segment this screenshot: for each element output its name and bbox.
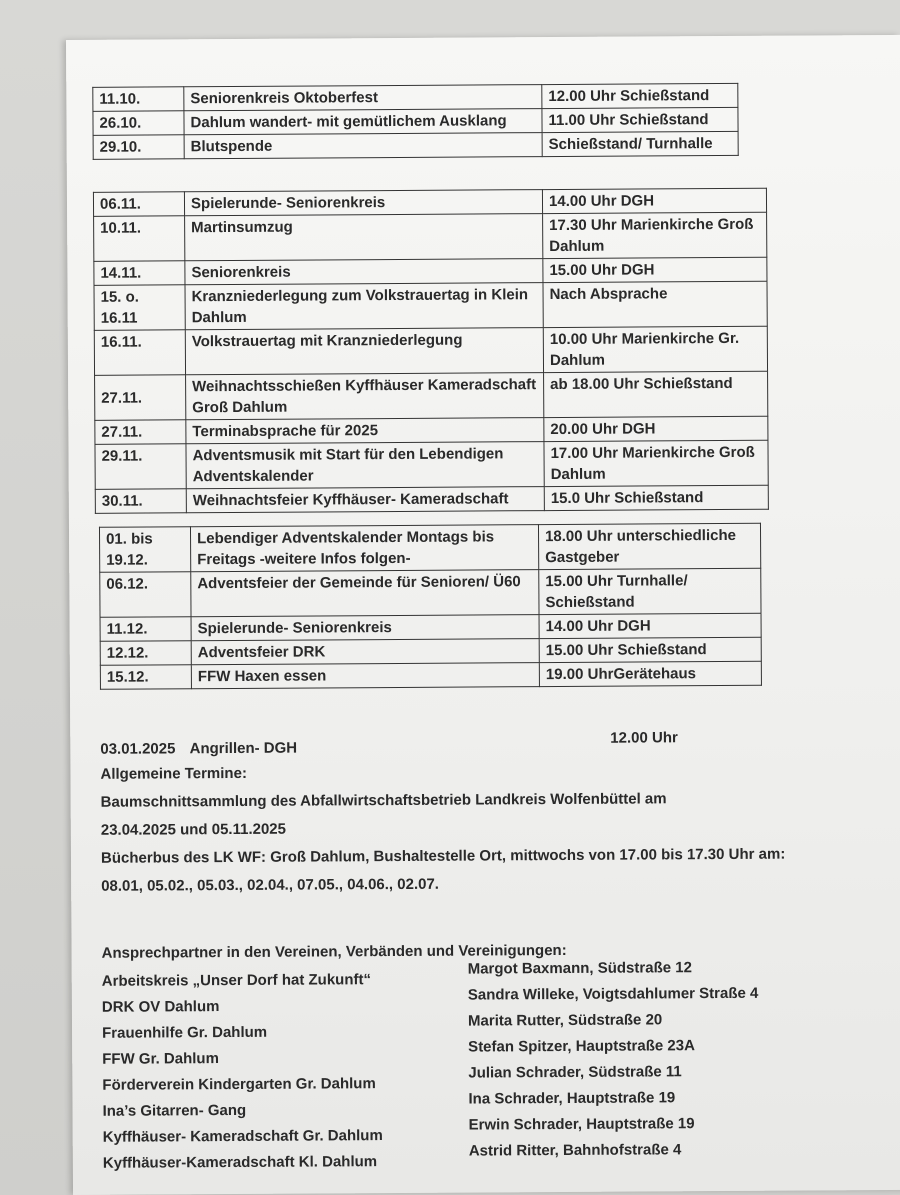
event-title: Spielerunde- Seniorenkreis <box>184 190 542 216</box>
event-time-place: Schießstand/ Turnhalle <box>542 131 738 156</box>
event-title: Dahlum wandert- mit gemütlichem Ausklang <box>184 109 542 135</box>
general-line: 23.04.2025 und 05.11.2025 <box>100 820 287 839</box>
contacts-heading: Ansprechpartner in den Vereinen, Verbänden und Vereinigungen: <box>101 941 567 962</box>
organization: Förderverein Kindergarten Gr. Dahlum <box>102 1075 376 1094</box>
table-row <box>95 371 768 420</box>
table-row <box>94 212 767 261</box>
organization: Arbeitskreis „Unser Dorf hat Zukunft“ <box>101 971 372 990</box>
event-title: Spielerunde- Seniorenkreis <box>191 615 539 641</box>
event-title: FFW Haxen essen <box>191 663 539 689</box>
event-time-place: 15.0 Uhr Schießstand <box>544 485 768 510</box>
october-events-table <box>92 83 738 160</box>
event-date: 29.11. <box>95 444 186 490</box>
organization: FFW Gr. Dahlum <box>102 1050 219 1068</box>
event-date: 15. o. 16.11 <box>94 285 185 331</box>
event-title: Adventsfeier der Gemeinde für Senioren/ Ü60 <box>191 570 539 617</box>
event-date: 11.12. <box>100 617 191 642</box>
contact-person: Ina Schrader, Hauptstraße 19 <box>468 1089 676 1108</box>
event-date: 27.11. <box>95 420 186 445</box>
general-dates-heading: Allgemeine Termine: <box>100 764 247 783</box>
event-time-place: Nach Absprache <box>543 281 767 327</box>
event-title: Volkstrauertag mit Kranzniederlegung <box>185 328 543 375</box>
event-date: 27.11. <box>95 375 186 421</box>
event-date: 29.10. <box>93 135 184 160</box>
contact-person: Erwin Schrader, Hauptstraße 19 <box>468 1115 695 1134</box>
event-date: 15.12. <box>100 665 191 690</box>
december-events-table <box>99 523 762 690</box>
event-title: Seniorenkreis Oktoberfest <box>184 85 542 111</box>
event-time-place: 17.30 Uhr Marienkirche Groß Dahlum <box>543 212 767 258</box>
event-date: 10.11. <box>94 216 185 262</box>
event-time-place: 15.00 Uhr DGH <box>543 257 767 282</box>
organization: DRK OV Dahlum <box>101 998 220 1016</box>
contact-person: Astrid Ritter, Bahnhofstraße 4 <box>468 1141 682 1160</box>
organization: Kyffhäuser- Kameradschaft Gr. Dahlum <box>102 1127 383 1146</box>
event-title: Weihnachtsschießen Kyffhäuser Kameradschaft Groß Dahlum <box>186 373 544 420</box>
event-title: Weihnachtsfeier Kyffhäuser- Kameradschaft <box>186 487 544 513</box>
event-time-place: 11.00 Uhr Schießstand <box>542 107 738 132</box>
event-title: Blutspende <box>184 133 542 159</box>
event-title: Kranzniederlegung zum Volkstrauertag in Klein Dahlum <box>185 283 543 330</box>
document-page <box>66 35 900 1195</box>
event-title: Martinsumzug <box>185 214 543 261</box>
event-title: Lebendiger Adventskalender Montags bis Freitags -weitere Infos folgen- <box>190 525 538 572</box>
table-row <box>95 485 768 513</box>
event-time-place: 10.00 Uhr Marienkirche Gr. Dahlum <box>543 326 767 372</box>
event-title: Angrillen- DGH <box>189 739 298 758</box>
table-row <box>95 440 768 489</box>
event-date: 06.11. <box>93 192 184 217</box>
table-row <box>100 568 761 617</box>
general-line: 08.01, 05.02., 05.03., 02.04., 07.05., 04.06., 02.07. <box>101 875 439 895</box>
event-time-place: 20.00 Uhr DGH <box>544 416 768 441</box>
table-row <box>99 523 760 572</box>
table-row <box>93 131 738 159</box>
event-time: 12.00 Uhr <box>610 729 678 747</box>
contact-person: Julian Schrader, Südstraße 11 <box>468 1063 682 1082</box>
event-date: 11.10. <box>93 87 184 112</box>
organization: Ina’s Gitarren- Gang <box>102 1101 247 1120</box>
organization: Kyffhäuser-Kameradschaft Kl. Dahlum <box>102 1153 378 1172</box>
event-title: Terminabsprache für 2025 <box>186 418 544 444</box>
event-date: 06.12. <box>100 572 191 618</box>
organization: Frauenhilfe Gr. Dahlum <box>102 1023 268 1042</box>
event-time-place: 15.00 Uhr Turnhalle/ Schießstand <box>539 568 761 614</box>
event-date: 30.11. <box>95 489 186 514</box>
event-time-place: 17.00 Uhr Marienkirche Groß Dahlum <box>544 440 768 486</box>
event-title: Adventsfeier DRK <box>191 639 539 665</box>
table-row <box>100 661 761 689</box>
contact-person: Marita Rutter, Südstraße 20 <box>467 1011 663 1030</box>
november-events-table <box>93 188 769 514</box>
event-date: 01. bis 19.12. <box>99 527 190 573</box>
event-time-place: 19.00 UhrGerätehaus <box>539 661 761 686</box>
event-time-place: 14.00 Uhr DGH <box>539 613 761 638</box>
event-date: 12.12. <box>100 641 191 666</box>
list-item <box>102 1141 863 1181</box>
event-title: Seniorenkreis <box>185 259 543 285</box>
event-date: 03.01.2025 <box>100 740 176 758</box>
event-time-place: 12.00 Uhr Schießstand <box>542 83 738 108</box>
event-time-place: 15.00 Uhr Schießstand <box>539 637 761 662</box>
event-date: 14.11. <box>94 261 185 286</box>
event-time-place: 14.00 Uhr DGH <box>542 188 766 213</box>
event-title: Adventsmusik mit Start für den Lebendigen Adventskalender <box>186 442 544 489</box>
event-date: 16.11. <box>94 330 185 376</box>
event-date: 26.10. <box>93 111 184 136</box>
general-line: Baumschnittsammlung des Abfallwirtschaftsbetrieb Landkreis Wolfenbüttel am <box>100 790 667 811</box>
event-time-place: 18.00 Uhr unterschiedliche Gastgeber <box>538 523 760 569</box>
contact-person: Sandra Willeke, Voigtsdahlumer Straße 4 <box>467 984 759 1004</box>
table-row <box>94 281 767 330</box>
contacts-section <box>102 940 863 1181</box>
table-row <box>94 326 767 375</box>
event-time-place: ab 18.00 Uhr Schießstand <box>544 371 768 417</box>
contact-person: Stefan Spitzer, Hauptstraße 23A <box>468 1037 695 1056</box>
general-dates <box>100 757 881 900</box>
general-line: Bücherbus des LK WF: Groß Dahlum, Bushaltestelle Ort, mittwochs von 17.00 bis 17.30 Uhr am: <box>100 845 786 867</box>
contact-person: Margot Baxmann, Südstraße 12 <box>467 959 692 978</box>
